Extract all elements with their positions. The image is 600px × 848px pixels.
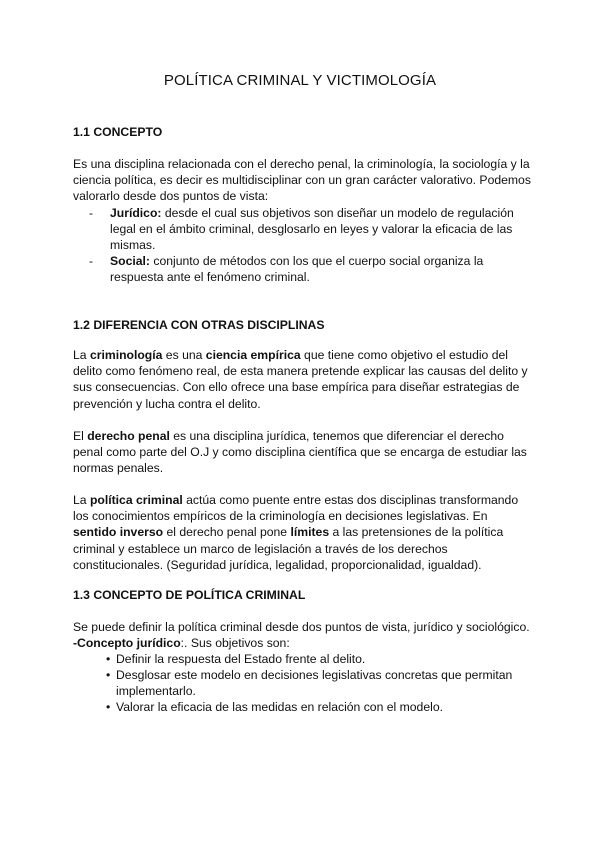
dash-bullet: - xyxy=(89,254,94,268)
list-item: • Definir la respuesta del Estado frente al delito. xyxy=(106,652,366,666)
section-heading-politica-criminal: 1.3 CONCEPTO DE POLÍTICA CRIMINAL xyxy=(73,588,306,602)
juridico-text: desde el cual sus objetivos son diseñar un modelo de regulación legal en el ámbito criminal, desglosarlo en leyes y valorar la eficacia de las mismas. xyxy=(110,206,514,253)
derecho-penal-paragraph: El derecho penal es una disciplina jurídica, tenemos que diferenciar el derecho penal como parte del O.J y como disciplina científica que se encarga de estudiar las normas penales. xyxy=(73,429,527,476)
list-item-juridico xyxy=(89,205,529,254)
concepto-intro-paragraph: Es una disciplina relacionada con el derecho penal, la criminología, la sociología y la ciencia política, es decir es multidisciplinar con un gran carácter valorativo. Podemos valorarlo desde dos puntos de vista: xyxy=(73,157,531,204)
derecho-penal-term: derecho penal xyxy=(87,429,170,443)
section-heading-concepto: 1.1 CONCEPTO xyxy=(73,125,163,139)
social-label: Social: xyxy=(110,254,150,268)
bullet-dot: • xyxy=(106,700,111,714)
dash-bullet: - xyxy=(89,206,94,220)
criminologia-term: criminología xyxy=(89,348,163,362)
section-heading-diferencia: 1.2 DIFERENCIA CON OTRAS DISCIPLINAS xyxy=(73,318,325,332)
concepto-juridico-line: -Concepto jurídico:. Sus objetivos son: xyxy=(73,636,290,650)
limites-term: límites xyxy=(290,525,330,540)
ciencia-empirica-term: ciencia empírica xyxy=(205,348,301,362)
juridico-label: Jurídico: xyxy=(110,206,162,220)
bullet-dot: • xyxy=(106,668,111,682)
document-title: POLÍTICA CRIMINAL Y VICTIMOLOGÍA xyxy=(163,72,437,89)
list-item: • Valorar la eficacia de las medidas en relación con el modelo. xyxy=(106,700,443,714)
bullet-dot: • xyxy=(106,652,111,666)
politica-criminal-term: política criminal xyxy=(89,493,183,507)
sentido-inverso-term: sentido inverso xyxy=(73,525,164,540)
politica-criminal-intro: Se puede definir la política criminal desde dos puntos de vista, jurídico y sociológico. xyxy=(73,620,530,634)
concepto-juridico-label: -Concepto jurídico xyxy=(73,636,181,650)
criminologia-paragraph: La criminología es una ciencia empírica que tiene como objetivo el estudio del delito como fenómeno real, de esta manera pretende explicar las causas del delito y sus consecuencias. Con ello ofrece una base empírica para diseñar estrategias de prevención y lucha contra el delito. xyxy=(73,348,528,411)
social-text: conjunto de métodos con los que el cuerpo social organiza la respuesta ante el fenómeno criminal. xyxy=(110,254,484,285)
list-item: • Desglosar este modelo en decisiones legislativas concretas que permitan implementarlo. xyxy=(106,668,513,699)
politica-criminal-paragraph: La política criminal actúa como puente entre estas dos disciplinas transformando los conocimientos empíricos de la criminología en decisiones legislativas. En sentido inverso el derecho penal pone límites a las pretensiones de la política criminal y establece un marco de legislación a través de los derechos constitucionales. (Seguridad jurídica, legalidad, proporcionalidad, igualdad). xyxy=(73,493,519,572)
list-item-social xyxy=(89,253,529,285)
